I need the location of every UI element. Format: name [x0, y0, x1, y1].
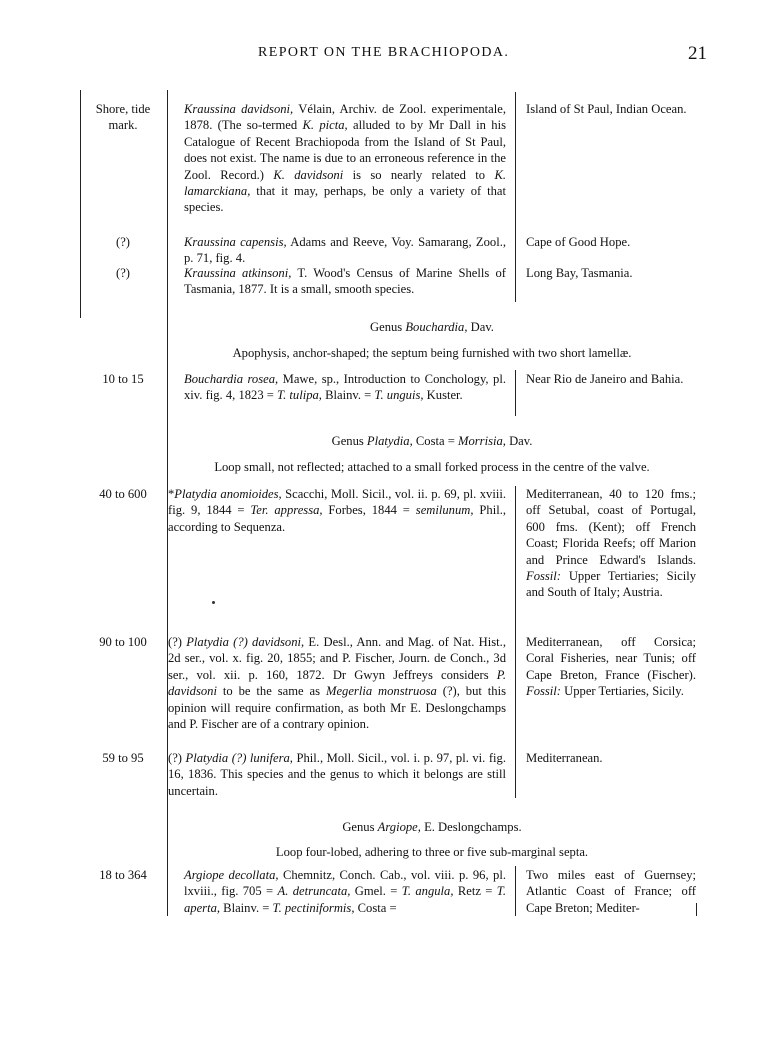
species-entry: (?) Platydia (?) davidsoni, E. Desl., Ann. and Mag. of Nat. Hist., 2d ser., vol. x. fig. 20, 1855; and P. Fischer, Journ. de Conch., 3d ser., vol. xii. p. 160, 1872. Dr Gwyn Jeffreys considers P. davidsoni to be the same as Megerlia monstruosa (?), but this opinion will require confirmation, as both Mr E. Deslongchamps and P. Fischer are of a contrary opinion. [168, 635, 507, 732]
locality: Mediterranean, off Corsica; Coral Fisheries, near Tunis; off Cape Breton, France (Fischer). Fossil: Upper Tertiaries, Sicily. [526, 635, 696, 699]
species-name: Platydia (?) lunifera, [185, 751, 293, 765]
species-entry: Kraussina capensis, Adams and Reeve, Voy. Samarang, Zool., p. 71, fig. 4. [184, 235, 506, 266]
species-name: Argiope decollata, [184, 868, 279, 882]
locality: Long Bay, Tasmania. [526, 266, 633, 280]
species-entry: Argiope decollata, Chemnitz, Conch. Cab., vol. viii. p. 96, pl. lxviii., fig. 705 = A. detruncata, Gmel. = T. angula, Retz = T. aperta, Blainv. = T. pectiniformis, Costa = [184, 868, 506, 915]
genus-heading: Genus Argiope, E. Deslongchamps. [342, 820, 522, 834]
genus-heading: Genus Bouchardia, Dav. [370, 320, 494, 334]
locality-rule-right [696, 903, 697, 916]
genus-heading: Genus Platydia, Costa = Morrisia, Dav. [331, 434, 533, 448]
species-entry: Bouchardia rosea, Mawe, sp., Introduction to Conchology, pl. xiv. fig. 4, 1823 = T. tulipa, Blainv. = T. unguis, Kuster. [184, 372, 506, 403]
genus-note: Loop small, not reflected; attached to a small forked process in the centre of the valve. [214, 460, 650, 474]
depth-label: (?) [116, 235, 130, 249]
locality-rule-4 [515, 866, 516, 916]
species-entry: Kraussina davidsoni, Vélain, Archiv. de Zool. experimentale, 1878. (The so-termed K. picta, alluded to by Mr Dall in his Catalogue of Recent Brachiopoda from the Island of St Paul, does not exist. The name is due to an erroneous reference in the Zool. Record.) K. davidsoni is so nearly related to K. lamarckiana, that it may, perhaps, be only a variety of that species. [184, 102, 506, 215]
species-name: Platydia (?) davidsoni, [186, 635, 305, 649]
page-header [0, 43, 776, 67]
species-name: Kraussina davidsoni, [184, 102, 294, 116]
print-speck [212, 601, 215, 604]
locality: Mediterranean. [526, 751, 603, 765]
species-name: Platydia anomioides, [174, 487, 282, 501]
species-entry: *Platydia anomioides, Scacchi, Moll. Sicil., vol. ii. p. 69, pl. xviii. fig. 9, 1844 = Ter. appressa, Forbes, 1844 = semilunum, Phil., according to Sequenza. [168, 487, 506, 534]
locality-rule-3 [515, 486, 516, 798]
locality-rule-1 [515, 92, 516, 302]
locality: Cape of Good Hope. [526, 235, 631, 249]
locality: Two miles east of Guernsey; Atlantic Coast of France; off Cape Breton; Mediter- [526, 868, 696, 915]
depth-label: 18 to 364 [99, 868, 147, 882]
genus-note: Apophysis, anchor-shaped; the septum being furnished with two short lamellæ. [232, 346, 632, 360]
depth-label: 10 to 15 [102, 372, 144, 386]
species-name: Bouchardia rosea, [184, 372, 279, 386]
species-name: Kraussina capensis, [184, 235, 287, 249]
locality-rule-2 [515, 370, 516, 416]
locality: Island of St Paul, Indian Ocean. [526, 102, 687, 116]
depth-label: (?) [116, 266, 130, 280]
depth-label: 90 to 100 [99, 635, 147, 649]
depth-label: 40 to 600 [99, 487, 147, 501]
locality: Mediterranean, 40 to 120 fms.; off Setubal, coast of Portugal, 600 fms. (Kent); off French Coast; Florida Reefs; off Marion and Prince Edward's Islands. Fossil: Upper Tertiaries; Sicily and South of Italy; Austria. [526, 487, 696, 600]
running-title: REPORT ON THE BRACHIOPODA. [258, 45, 510, 60]
genus-note: Loop four-lobed, adhering to three or five sub-marginal septa. [275, 845, 589, 859]
locality: Near Rio de Janeiro and Bahia. [526, 372, 684, 386]
page-number: 21 [688, 43, 707, 64]
depth-label: Shore, tide mark. [95, 102, 151, 133]
depth-label: 59 to 95 [102, 751, 144, 765]
species-entry: (?) Platydia (?) lunifera, Phil., Moll. Sicil., vol. i. p. 97, pl. vi. fig. 16, 1836. This species and the genus to which it belongs are still uncertain. [168, 751, 506, 798]
species-name: Kraussina atkinsoni, [184, 266, 292, 280]
species-entry: Kraussina atkinsoni, T. Wood's Census of Marine Shells of Tasmania, 1877. It is a small, smooth species. [184, 266, 506, 297]
